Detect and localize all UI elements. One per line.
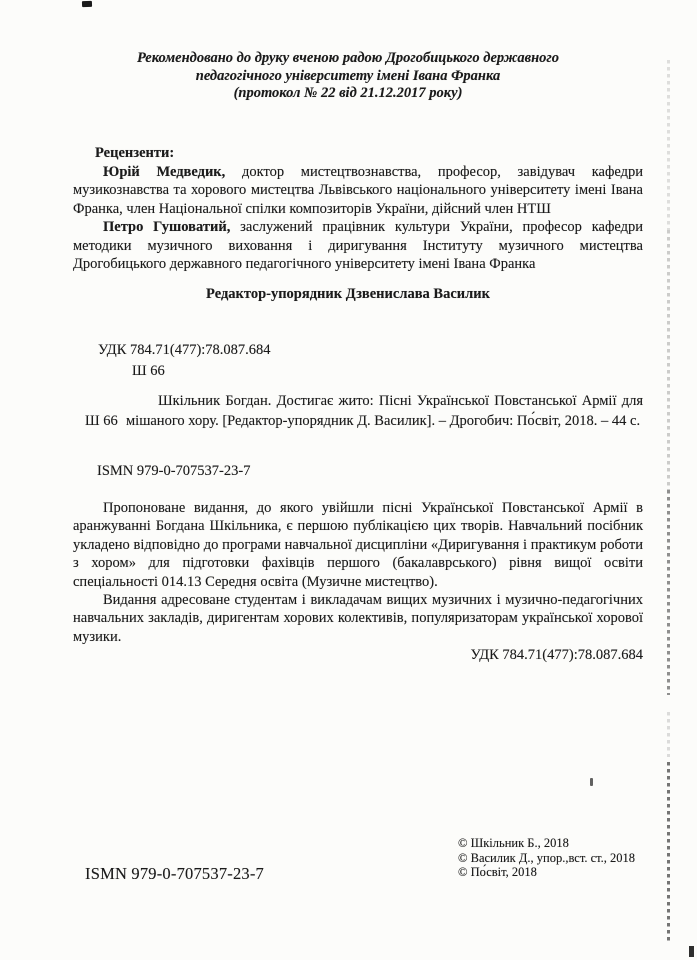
- udc-code-bottom: УДК 784.71(477):78.087.684: [470, 647, 643, 664]
- reviewer-details: заслужений працівник культури України, професор кафедри методики музичного виховання і диригування Інституту музичного мистецтва Дрогобицького державного педагогічного університету імені Івана Франка: [73, 219, 643, 272]
- scan-binding-dots: [667, 60, 670, 230]
- approval-note: [40, 50, 656, 103]
- scan-binding-dots: [667, 762, 670, 944]
- scan-binding-dots: [667, 490, 670, 695]
- approval-note-line: педагогічного університету імені Івана Франка: [195, 67, 501, 84]
- reviewer-entry: [73, 218, 643, 274]
- annotation-paragraph-2: Видання адресоване студентам і викладачам вищих музичних і музично-педагогічних навчальних закладів, диригентам хорових колективів, популяризаторам української хорової музики.: [73, 592, 643, 645]
- ismn-number-bottom: ISMN 979-0-707537-23-7: [85, 864, 265, 883]
- annotation-paragraph-1: Пропоноване видання, до якого увійшли пісні Української Повстанської Армії в аранжуванні Богдана Шкільника, є першою публікацією цих творів. Навчальний посібник укладено відповідно до програми навчальної дисципліни «Диригування і практикум роботи з хором» для підготовки фахівців першого (бакалаврського) рівня вищої освіти спеціальності 014.13 Середня освіта (Музичне мистецтво).: [73, 500, 643, 590]
- editor-compiler-line: Редактор-упорядник Дзвенислава Василик: [206, 286, 490, 302]
- copyright-line: © Василик Д., упор.,вст. ст., 2018: [458, 850, 636, 865]
- scan-binding-dots: [667, 712, 670, 757]
- scan-ink-blot-top: [82, 1, 92, 7]
- udc-code: УДК 784.71(477):78.087.684: [98, 342, 271, 358]
- catalog-card: [85, 392, 643, 431]
- scan-corner-mark: [689, 946, 694, 957]
- reviewers-heading: Рецензенти:: [95, 145, 175, 161]
- scan-ink-dot: [590, 778, 593, 786]
- approval-note-line: (протокол № 22 від 21.12.2017 року): [233, 85, 463, 101]
- reviewer-entry: [73, 163, 643, 219]
- copyright-line: © Шкільник Б., 2018: [458, 836, 569, 850]
- catalog-card-shelf-code: Ш 66: [85, 412, 118, 429]
- copyright-line: © По́світ, 2018: [458, 865, 537, 879]
- reviewer-name: Юрій Медведик,: [103, 163, 226, 180]
- shelf-code: Ш 66: [132, 363, 165, 379]
- scan-binding-dots: [667, 230, 670, 490]
- ismn-number-top: ISMN 979-0-707537-23-7: [97, 463, 251, 479]
- reviewer-details: доктор мистецтвознавства, професор, завідувач кафедри музикознавства та хорового мистецтва Львівського національного університету імені Івана Франка, член Національної спілки композиторів України, дійсний член НТШ: [73, 163, 643, 217]
- catalog-codes-block: [98, 340, 271, 382]
- reviewer-name: Петро Гушоватий,: [103, 219, 231, 235]
- approval-note-line: Рекомендовано до друку вченою радою Дрогобицького державного: [136, 50, 560, 66]
- catalog-card-text: Шкільник Богдан. Достигає жито: Пісні Української Повстанської Армії для мішаного хору. [Редактор-упорядник Д. Василик]. – Дрогобич: По́світ, 2018. – 44 с.: [126, 393, 643, 429]
- annotation-section: [73, 499, 643, 665]
- reviewers-section: [73, 144, 643, 274]
- copyright-block: [458, 836, 635, 880]
